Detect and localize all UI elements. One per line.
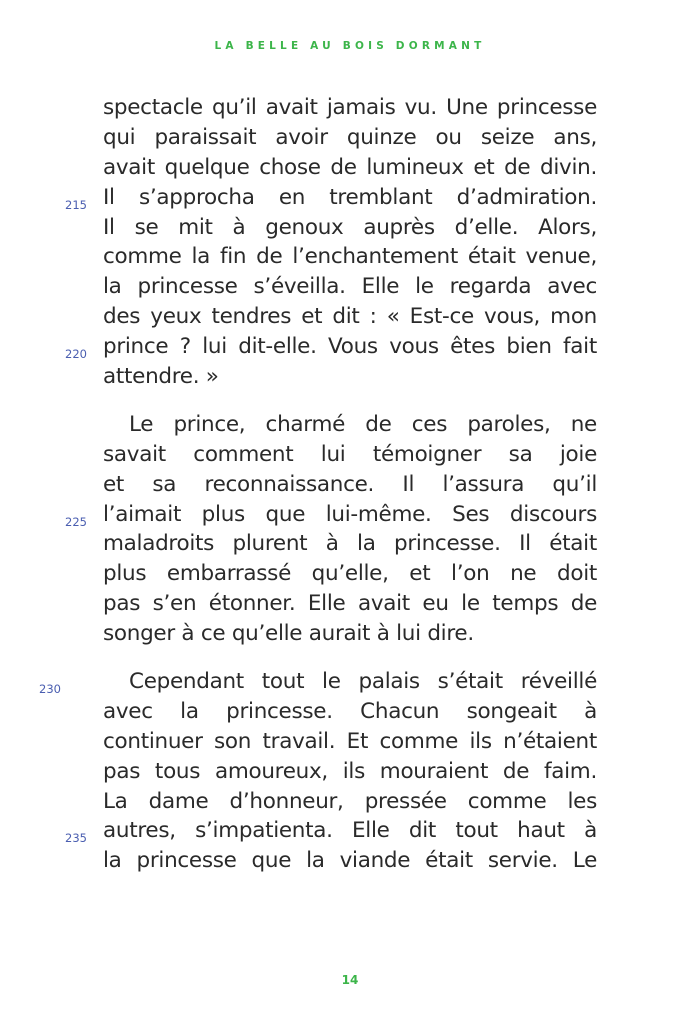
text-line: savait comment lui témoigner sa joie	[103, 441, 597, 467]
text-line: spectacle qu’il avait jamais vu. Une princesse	[103, 95, 597, 120]
running-head-title: LA BELLE AU BOIS DORMANT	[214, 40, 486, 52]
text-line: plus embarrassé qu’elle, et l’on ne doit	[103, 561, 597, 587]
paragraph	[39, 667, 597, 876]
text-line: continuer son travail. Et comme ils n’étaient	[103, 728, 597, 754]
text-line: des yeux tendres et dit : « Est-ce vous, mon	[103, 304, 597, 330]
text-line: 220 prince ? lui dit-elle. Vous vous êtes bien fait	[103, 332, 597, 362]
text-line: 235 autres, s’impatienta. Elle dit tout haut à	[103, 816, 597, 846]
paragraph	[65, 93, 597, 392]
text-line: avait quelque chose de lumineux et de divin.	[103, 154, 597, 180]
line-number: 230	[39, 682, 61, 697]
page-number: 14	[341, 973, 359, 987]
text-line: la princesse que la viande était servie. Le	[103, 848, 597, 874]
text-line: comme la fin de l’enchantement était venue,	[103, 244, 597, 270]
text-line: Le prince, charmé de ces paroles, ne	[129, 411, 597, 437]
text-line: la princesse s’éveilla. Elle le regarda avec	[103, 274, 597, 300]
line-number: 215	[65, 197, 87, 212]
text-line: songer à ce qu’elle aurait à lui dire.	[103, 621, 474, 647]
text-line: qui paraissait avoir quinze ou seize ans,	[103, 124, 597, 150]
text-line: 225 l’aimait plus que lui-même. Ses discours	[103, 500, 597, 530]
text-line: 215 Il s’approcha en tremblant d’admiration.	[103, 183, 597, 213]
text-line: pas tous amoureux, ils mouraient de faim.	[103, 758, 597, 784]
text-line: et sa reconnaissance. Il l’assura qu’il	[103, 471, 597, 497]
text-line: 230 Cependant tout le palais s’était réveillé	[103, 667, 597, 697]
text-line: maladroits plurent à la princesse. Il était	[103, 531, 597, 557]
text-line: pas s’en étonner. Elle avait eu le temps de	[103, 591, 597, 617]
text-line: La dame d’honneur, pressée comme les	[103, 788, 597, 814]
body-text	[39, 93, 597, 876]
text-line: Il se mit à genoux auprès d’elle. Alors,	[103, 214, 597, 240]
line-number: 225	[65, 514, 87, 529]
line-number: 220	[65, 347, 87, 362]
text-line: attendre. »	[103, 364, 219, 390]
line-number: 235	[65, 831, 87, 846]
text-line: avec la princesse. Chacun songeait à	[103, 698, 597, 724]
paragraph	[65, 410, 597, 649]
